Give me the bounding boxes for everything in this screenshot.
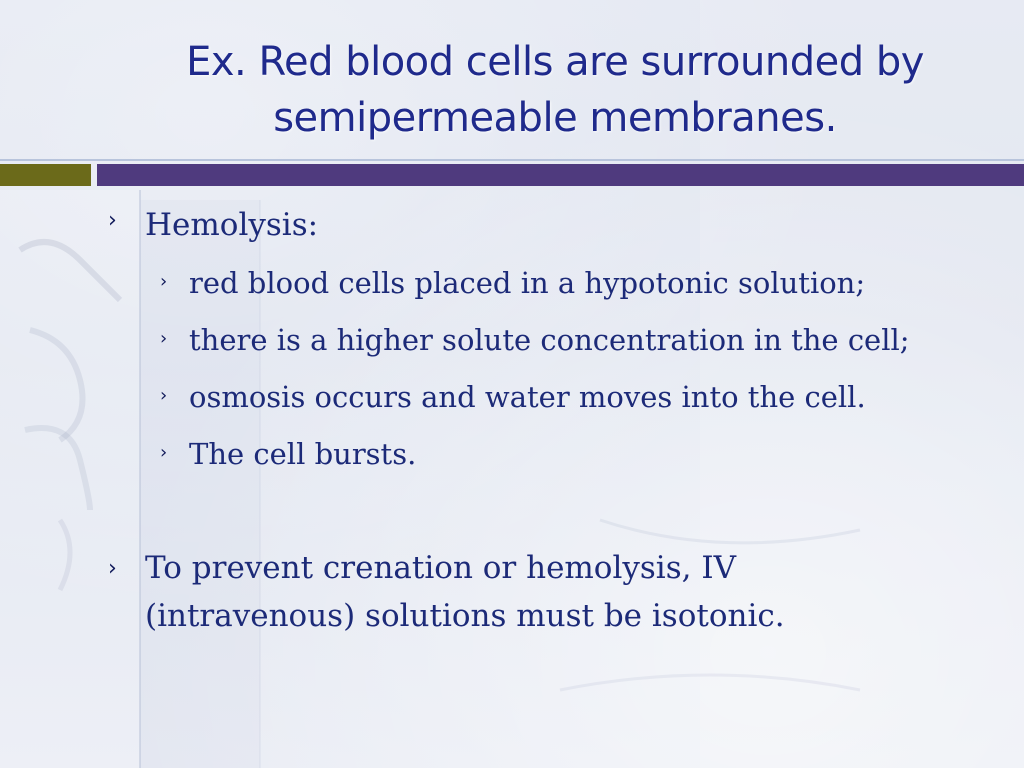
sub-bullet-cell-bursts: The cell bursts. (189, 437, 417, 471)
title-line-2: semipermeable membranes. (273, 95, 837, 141)
level2-bullet-marker: › (160, 385, 168, 406)
level1-bullet-marker: › (108, 556, 117, 581)
sub-bullet-hypotonic: red blood cells placed in a hypotonic solution; (189, 266, 866, 300)
sub-bullet-osmosis: osmosis occurs and water moves into the cell. (189, 380, 866, 414)
level2-bullet-marker: › (160, 328, 168, 349)
sub-bullet-solute-concentration: there is a higher solute concentration in the cell; (189, 323, 910, 357)
bullet-prevent-crenation-line1: To prevent crenation or hemolysis, IV (145, 550, 736, 586)
bullet-hemolysis: Hemolysis: (145, 207, 319, 243)
level1-bullet-marker: › (108, 208, 117, 233)
level2-bullet-marker: › (160, 271, 168, 292)
title-line-1: Ex. Red blood cells are surrounded by (186, 39, 924, 85)
bullet-prevent-crenation-line2: (intravenous) solutions must be isotonic. (145, 598, 785, 634)
level2-bullet-marker: › (160, 442, 168, 463)
